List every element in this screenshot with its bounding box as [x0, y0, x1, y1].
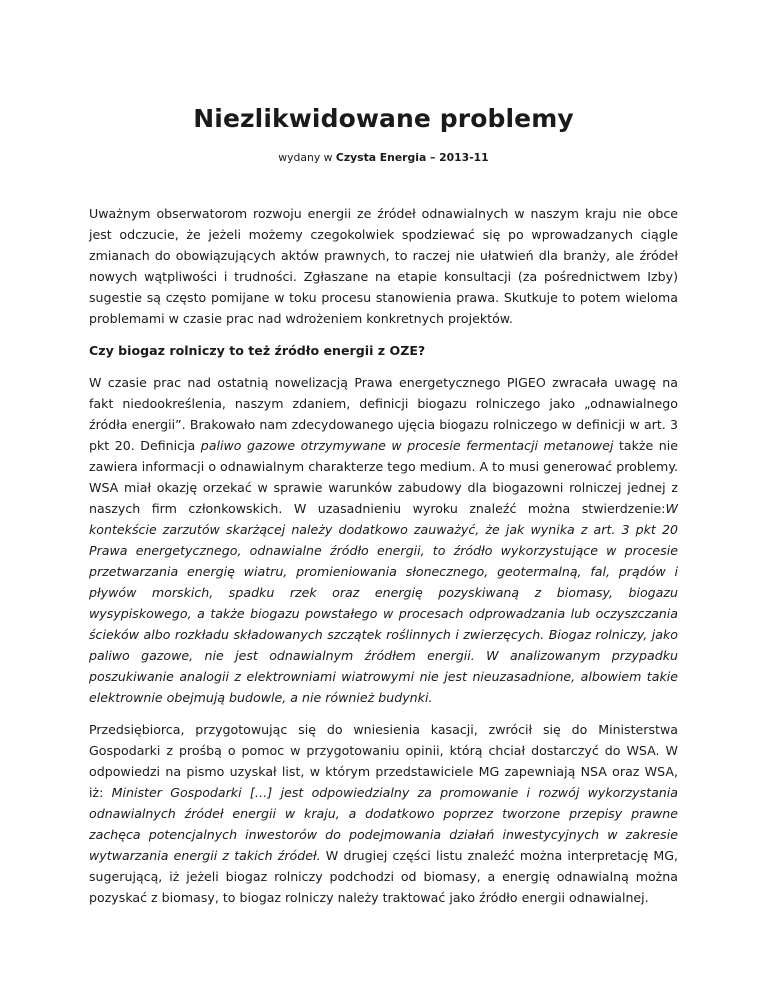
definition-quote: paliwo gazowe otrzymywane w procesie fermentacji metanowej [200, 438, 614, 453]
paragraph-text: Przedsiębiorca, przygotowując się do wniesienia kasacji, zwrócił się do Ministerstwa Gospodarki z prośbą o pomoc w przygotowaniu opinii, którą chciał dostarczyć do WSA. W odpowiedzi na pismo uzyskał list, w którym przedstawiciele MG zapewniają NSA oraz WSA, iż: [89, 722, 678, 800]
section-heading: Czy biogaz rolniczy to też źródło energii z OZE? [89, 343, 426, 358]
byline-prefix: wydany w [278, 151, 336, 164]
paragraph-court-ruling [89, 372, 678, 708]
document-page [89, 104, 678, 908]
ministry-quote: Minister Gospodarki […] jest odpowiedzialny za promowanie i rozwój wykorzystania odnawialnych źródeł energii w kraju, a dodatkowo poprzez tworzone przepisy prawne zachęca potencjalnych inwestorów do podejmowania działań inwestycyjnych w zakresie wytwarzania energii z takich źródeł. [89, 785, 678, 863]
court-quote: W kontekście zarzutów skarżącej należy dodatkowo zauważyć, że jak wynika z art. 3 pkt 20 Prawa energetycznego, odnawialne źródło energii, to źródło wykorzystujące w procesie przetwarzania energię wiatru, promieniowania słonecznego, geotermalną, fal, prądów i pływów morskich, spadku rzek oraz energię pozyskiwaną z biomasy, biogazu wysypiskowego, a także biogazu powstałego w procesach odprowadzania lub oczyszczania ścieków albo rozkładu składowanych szczątek roślinnych i zwierzęcych. Biogaz rolniczy, jako paliwo gazowe, nie jest odnawialnym źródłem energii. W analizowanym przypadku poszukiwanie analogii z elektrowniami wiatrowymi nie jest nieuzasadnione, albowiem takie elektrownie obejmują budowle, a nie również budynki. [89, 501, 678, 705]
paragraph-text: także nie zawiera informacji o odnawialnym charakterze tego medium. A to musi generować problemy. WSA miał okazję orzekać w sprawie warunków zabudowy dla biogazowni rolniczej jednej z naszych firm członkowskich. W uzasadnieniu wyroku znaleźć można stwierdzenie: [89, 438, 678, 516]
publication-name: Czysta Energia – 2013-11 [335, 151, 489, 164]
intro-paragraph: Uważnym obserwatorom rozwoju energii ze źródeł odnawialnych w naszym kraju nie obce jest odczucie, że jeżeli możemy czegokolwiek spodziewać się po wprowadzanych ciągle zmianach do obowiązujących aktów prawnych, to raczej nie ułatwień dla branży, ale źródeł nowych wątpliwości i trudności. Zgłaszane na etapie konsultacji (za pośrednictwem Izby) sugestie są często pomijane w toku procesu stanowienia prawa. Skutkuje to potem wieloma problemami w czasie prac nad wdrożeniem konkretnych projektów. [89, 206, 678, 326]
paragraph-text: W czasie prac nad ostatnią nowelizacją Prawa energetycznego PIGEO zwracała uwagę na fakt niedookreślenia, naszym zdaniem, definicji biogazu rolniczego jako „odnawialnego źródła energii”. Brakowało nam zdecydowanego ujęcia biogazu rolniczego w definicji w art. 3 pkt 20. Definicja [89, 375, 678, 453]
article-byline [89, 151, 678, 165]
paragraph-ministry-letter [89, 719, 678, 908]
article-title: Niezlikwidowane problemy [193, 104, 574, 133]
paragraph-text: W drugiej części listu znaleźć można interpretację MG, sugerującą, iż jeżeli biogaz rolniczy podchodzi od biomasy, a energię odnawialną można pozyskać z biomasy, to biogaz rolniczy należy traktować jako źródło energii odnawialnej. [89, 848, 679, 905]
